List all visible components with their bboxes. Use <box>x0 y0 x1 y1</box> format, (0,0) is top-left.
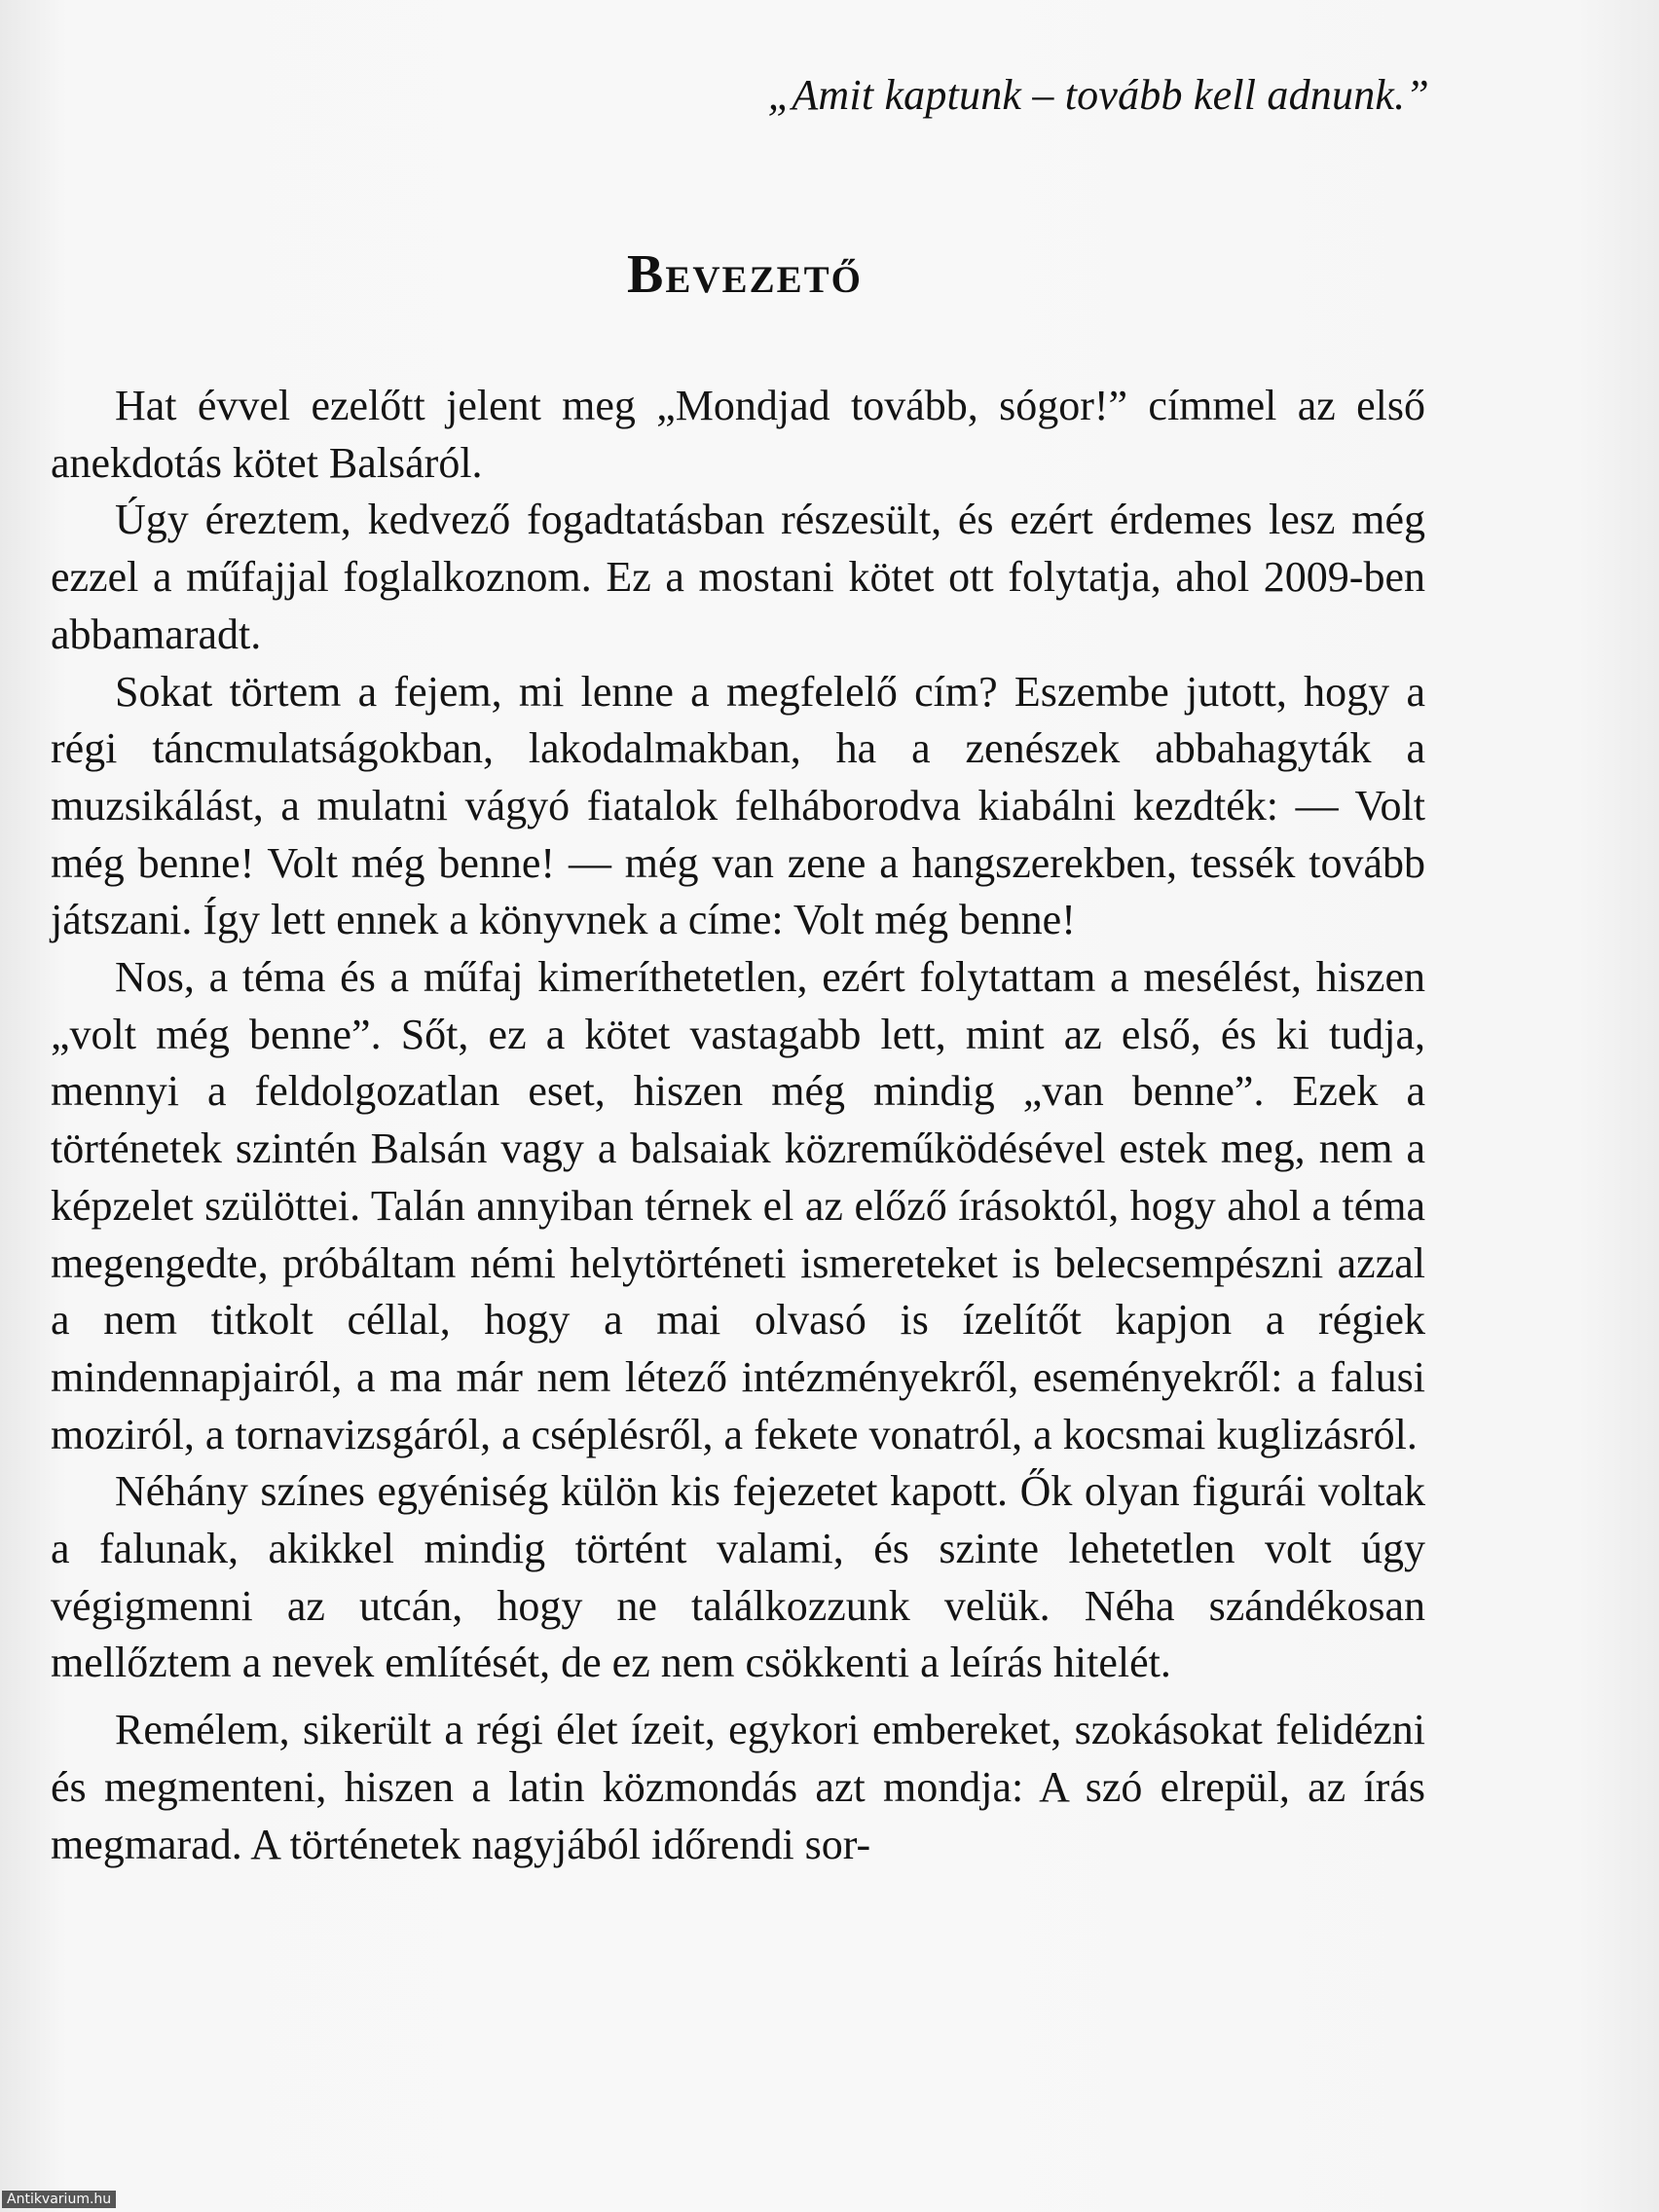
motto-epigraph: „Amit kaptunk – tovább kell adnunk.” <box>767 71 1429 119</box>
body-text <box>51 378 1425 1873</box>
paragraph-5: Néhány színes egyéniség külön kis fejezetet kapott. Ők olyan figurái voltak a falunak, akikkel mindig történt valami, és szinte lehetetlen volt úgy végigmenni az utcán, hogy ne találkozzunk velük. Néha szándékosan mellőztem a nevek említését, de ez nem csökkenti a leírás hitelét. <box>51 1467 1425 1687</box>
paragraph-6: Remélem, sikerült a régi élet ízeit, egykori embereket, szokásokat felidézni és megmenteni, hiszen a latin közmondás azt mondja: A szó elrepül, az írás megmarad. A történetek nagyjából időrendi sor- <box>51 1706 1425 1868</box>
paragraph-2: Úgy éreztem, kedvező fogadtatásban részesült, és ezért érdemes lesz még ezzel a műfajjal foglalkoznom. Ez a mostani kötet ott folytatja, ahol 2009-ben abbamaradt. <box>51 496 1425 658</box>
paragraph-1: Hat évvel ezelőtt jelent meg „Mondjad tovább, sógor!” címmel az első anekdotás kötet Balsáról. <box>51 382 1425 487</box>
chapter-title: Bevezető <box>627 244 863 305</box>
paragraph-4: Nos, a téma és a műfaj kimeríthetetlen, ezért folytattam a mesélést, hiszen „volt még benne”. Sőt, ez a kötet vastagabb lett, mint az első, és ki tudja, mennyi a feldolgozatlan eset, hiszen még mindig „van benne”. Ezek a történetek szintén Balsán vagy a balsaiak közreműködésével estek meg, nem a képzelet szülöttei. Talán annyiban térnek el az előző írásoktól, hogy ahol a téma megengedte, próbáltam némi helytörténeti ismereteket is belecsempészni azzal a nem titkolt céllal, hogy a mai olvasó is ízelítőt kapjon a régiek mindennapjairól, a ma már nem létező intézményekről, eseményekről: a falusi moziról, a tornavizsgáról, a cséplésről, a fekete vonatról, a kocsmai kuglizásról. <box>51 953 1425 1458</box>
paragraph-3: Sokat törtem a fejem, mi lenne a megfelelő cím? Eszembe jutott, hogy a régi táncmulatságokban, lakodalmakban, ha a zenészek abbahagyták a muzsikálást, a mulatni vágyó fiatalok felháborodva kiabálni kezdték: — Volt még benne! Volt még benne! — még van zene a hangszerekben, tessék tovább játszani. Így lett ennek a könyvnek a címe: Volt még benne! <box>51 667 1425 944</box>
watermark: Antikvarium.hu <box>2 2191 116 2208</box>
